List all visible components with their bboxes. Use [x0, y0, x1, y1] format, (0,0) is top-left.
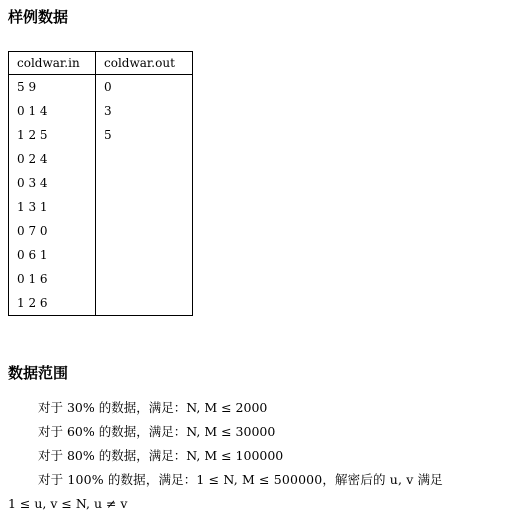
table-row	[9, 99, 193, 123]
output-cell	[96, 243, 193, 267]
range-line-100: 对于 100% 的数据，满足：1 ≤ N, M ≤ 500000，解密后的 u, v 满足	[38, 472, 443, 487]
input-cell: 0 1 6	[9, 267, 96, 291]
sample-table	[8, 51, 193, 316]
table-row	[9, 195, 193, 219]
output-cell	[96, 171, 193, 195]
table-row	[9, 123, 193, 147]
input-cell: 0 1 4	[9, 99, 96, 123]
output-cell: 3	[96, 99, 193, 123]
input-column-header: coldwar.in	[9, 52, 96, 75]
table-row	[9, 267, 193, 291]
table-row	[9, 75, 193, 100]
output-cell	[96, 219, 193, 243]
output-column-header: coldwar.out	[96, 52, 193, 75]
output-cell	[96, 267, 193, 291]
input-cell: 0 7 0	[9, 219, 96, 243]
output-cell: 0	[96, 75, 193, 100]
input-cell: 1 2 6	[9, 291, 96, 316]
range-line-80: 对于 80% 的数据，满足：N, M ≤ 100000	[38, 448, 284, 463]
output-cell: 5	[96, 123, 193, 147]
input-cell: 0 6 1	[9, 243, 96, 267]
table-header-row	[9, 52, 193, 75]
output-cell	[96, 147, 193, 171]
output-cell	[96, 291, 193, 316]
input-cell: 5 9	[9, 75, 96, 100]
input-cell: 0 3 4	[9, 171, 96, 195]
range-heading: 数据范围	[8, 364, 69, 382]
input-cell: 0 2 4	[9, 147, 96, 171]
sample-heading: 样例数据	[8, 8, 69, 26]
table-row	[9, 147, 193, 171]
range-line-constraint: 1 ≤ u, v ≤ N, u ≠ v	[8, 496, 128, 511]
table-row	[9, 171, 193, 195]
range-line-30: 对于 30% 的数据，满足：N, M ≤ 2000	[38, 400, 268, 415]
table-row	[9, 291, 193, 316]
table-row	[9, 243, 193, 267]
range-line-60: 对于 60% 的数据，满足：N, M ≤ 30000	[38, 424, 276, 439]
input-cell: 1 3 1	[9, 195, 96, 219]
table-row	[9, 219, 193, 243]
range-text	[8, 396, 513, 516]
input-cell: 1 2 5	[9, 123, 96, 147]
output-cell	[96, 195, 193, 219]
